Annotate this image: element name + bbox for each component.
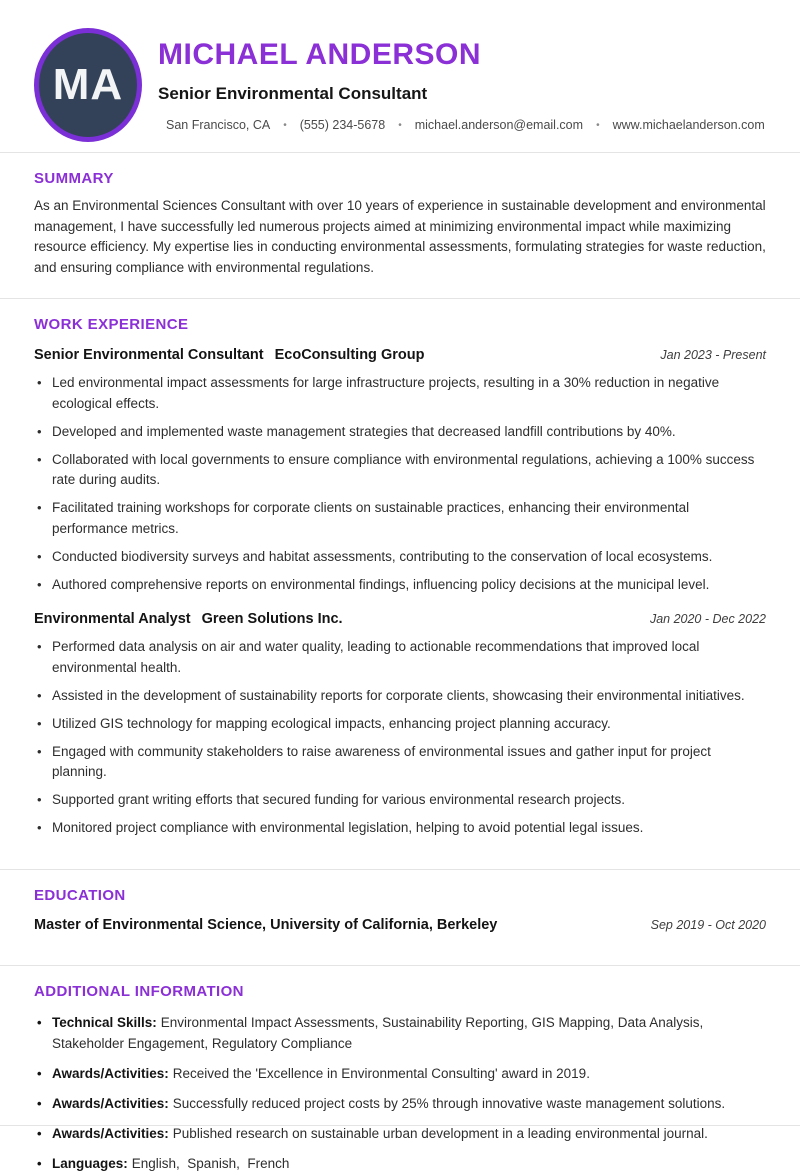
section-heading-additional: ADDITIONAL INFORMATION <box>34 982 244 1000</box>
header-text <box>158 28 765 132</box>
avatar-initials: MA <box>52 60 124 109</box>
info-item-label: Technical Skills: <box>52 1014 157 1030</box>
section-heading-summary: SUMMARY <box>34 170 114 187</box>
contact-email[interactable]: michael.anderson@email.com <box>414 118 584 132</box>
job-dates: Jan 2023 - Present <box>660 348 766 362</box>
job-header <box>34 347 766 363</box>
job-bullet-list <box>34 373 766 595</box>
resume-header <box>0 0 800 142</box>
bullet-item: • Facilitated training workshops for corporate clients on sustainable practices, enhancing their environmental performance metrics. <box>34 498 766 539</box>
info-item-label: Awards/Activities: <box>52 1065 169 1081</box>
job-title-group <box>34 611 343 627</box>
job-title-group <box>34 347 424 363</box>
job-dates: Jan 2020 - Dec 2022 <box>649 612 766 626</box>
info-item <box>34 1063 766 1084</box>
contact-phone: (555) 234-5678 <box>299 118 386 132</box>
job-company: Green Solutions Inc. <box>201 611 343 627</box>
job-header <box>34 611 766 627</box>
section-divider <box>0 298 800 299</box>
bullet-item: • Performed data analysis on air and water quality, leading to actionable recommendations that improved local environmental health. <box>34 637 766 678</box>
candidate-title: Senior Environmental Consultant <box>158 84 428 103</box>
info-item <box>34 1153 766 1174</box>
info-item-label: Awards/Activities: <box>52 1095 169 1111</box>
education-dates: Sep 2019 - Oct 2020 <box>650 917 766 932</box>
section-summary <box>0 170 800 278</box>
job-company: EcoConsulting Group <box>274 347 425 363</box>
contact-website[interactable]: www.michaelanderson.com <box>612 118 765 132</box>
bullet-separator-icon: • <box>398 119 402 131</box>
contact-location: San Francisco, CA <box>166 118 271 132</box>
section-education <box>0 887 800 933</box>
education-degree: Master of Environmental Science, University of California, Berkeley <box>34 916 498 933</box>
section-work-experience <box>0 316 800 839</box>
bullet-separator-icon: • <box>596 119 600 131</box>
job-title: Senior Environmental Consultant <box>34 347 264 363</box>
avatar <box>34 28 142 142</box>
bullet-item: • Led environmental impact assessments for large infrastructure projects, resulting in a 30% reduction in negative ecological effects. <box>34 373 766 414</box>
info-item-text: Received the 'Excellence in Environmental Consulting' award in 2019. <box>172 1065 590 1081</box>
info-item-text: English, Spanish, French <box>131 1155 290 1171</box>
contact-info <box>158 118 765 132</box>
candidate-name: MICHAEL ANDERSON <box>158 38 482 71</box>
section-divider <box>0 869 800 870</box>
bullet-item: • Authored comprehensive reports on environmental findings, influencing policy decisions at the municipal level. <box>34 575 766 596</box>
section-divider <box>0 152 800 153</box>
info-item-text: Environmental Impact Assessments, Sustainability Reporting, GIS Mapping, Data Analysis, Stakeholder Engagement, Regulatory Compliance <box>52 1014 708 1051</box>
bullet-item: • Conducted biodiversity surveys and habitat assessments, contributing to the conservation of local ecosystems. <box>34 547 766 568</box>
bullet-item: • Engaged with community stakeholders to raise awareness of environmental issues and gather input for project planning. <box>34 742 766 783</box>
info-item-text: Published research on sustainable urban development in a leading environmental journal. <box>172 1125 708 1141</box>
additional-info-list <box>34 1012 766 1174</box>
info-item-label: Languages: <box>52 1155 128 1171</box>
bullet-item: • Utilized GIS technology for mapping ecological impacts, enhancing project planning accuracy. <box>34 714 766 735</box>
summary-text: As an Environmental Sciences Consultant with over 10 years of experience in sustainable development and environmental management, I have successfully led numerous projects aimed at minimizing environmental impact while maximizing resource efficiency. My expertise lies in conducting environmental assessments, formulating strategies for waste reduction, and ensuring compliance with environmental regulations. <box>34 198 766 275</box>
job-entry <box>34 611 766 839</box>
job-entry <box>34 347 766 595</box>
section-additional-information <box>0 983 800 1174</box>
section-divider <box>0 965 800 966</box>
bullet-item: • Supported grant writing efforts that secured funding for various environmental research projects. <box>34 790 766 811</box>
bullet-item: • Collaborated with local governments to ensure compliance with environmental regulations, achieving a 100% success rate during audits. <box>34 450 766 491</box>
bullet-item: • Developed and implemented waste management strategies that decreased landfill contributions by 40%. <box>34 422 766 443</box>
job-bullet-list <box>34 637 766 839</box>
page-bottom-divider <box>0 1125 800 1126</box>
info-item-text: Successfully reduced project costs by 25% through innovative waste management solutions. <box>172 1095 726 1111</box>
info-item <box>34 1093 766 1114</box>
info-item-label: Awards/Activities: <box>52 1125 169 1141</box>
info-item <box>34 1012 766 1054</box>
bullet-item: • Monitored project compliance with environmental legislation, helping to avoid potential legal issues. <box>34 818 766 839</box>
section-heading-education: EDUCATION <box>34 886 126 904</box>
bullet-item: • Assisted in the development of sustainability reports for corporate clients, showcasing their environmental initiatives. <box>34 686 766 707</box>
bullet-separator-icon: • <box>283 119 287 131</box>
job-title: Environmental Analyst <box>34 611 191 627</box>
education-entry <box>34 917 766 933</box>
section-heading-work: WORK EXPERIENCE <box>34 316 189 333</box>
